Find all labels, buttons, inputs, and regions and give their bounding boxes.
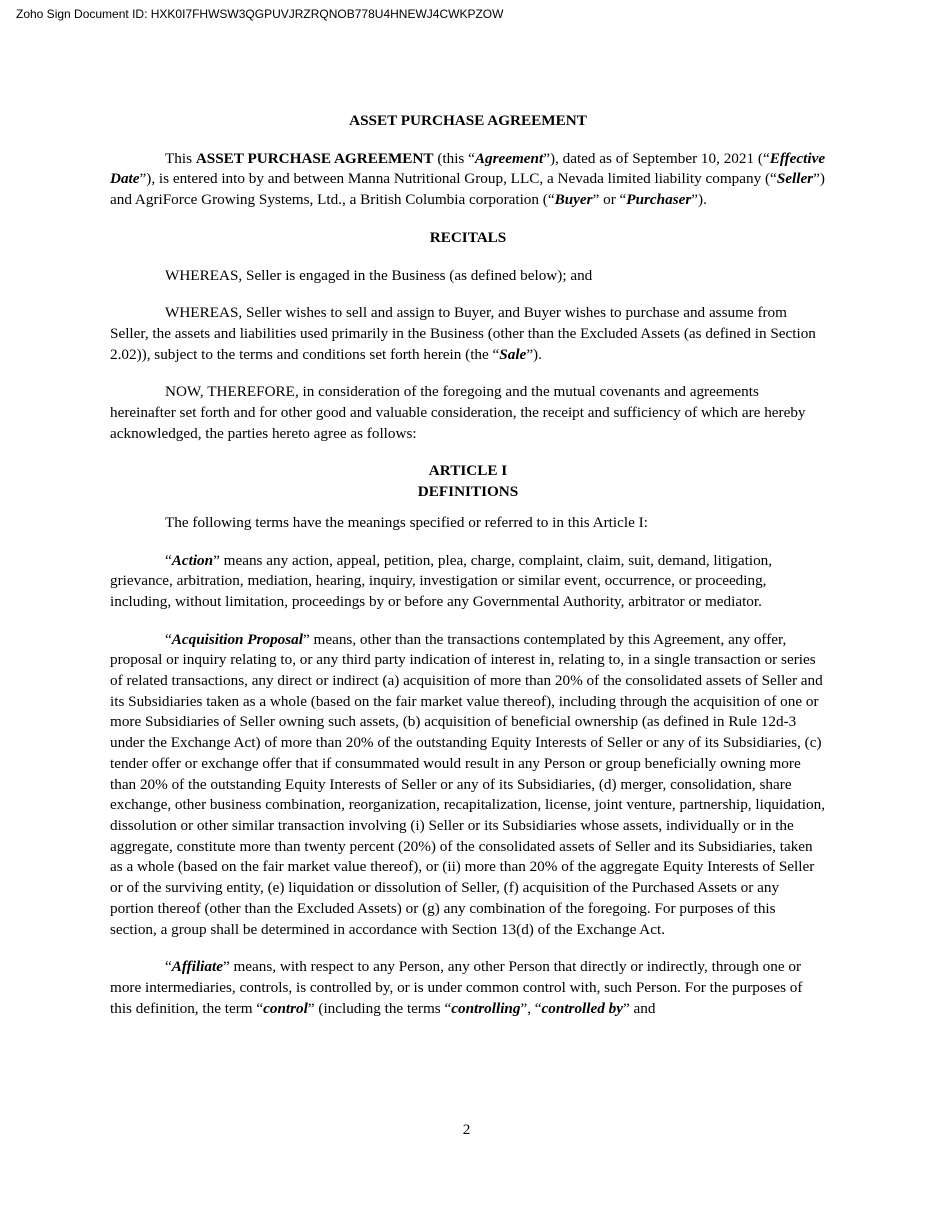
article-heading: ARTICLE I: [428, 462, 508, 480]
page-number: 2: [462, 1121, 471, 1138]
document-id-header: Zoho Sign Document ID: HXK0I7FHWSW3QGPUVJRZRQNOB778U4HNEWJ4CWKPZOW: [16, 7, 504, 21]
definition-affiliate: “Affiliate” means, with respect to any Person, any other Person that directly or indirectly, through one or more intermediaries, controls, is controlled by, or is under common control with, such Person. For the purposes of this definition, the term “control” (including the terms “controlling”, “controlled by” and: [110, 958, 803, 1017]
definition-acquisition-proposal: “Acquisition Proposal” means, other than the transactions contemplated by this Agreement, any offer, proposal or inquiry relating to, or any third party indication of interest in, relating to, in a single transaction or series of related transactions, any direct or indirect (a) acquisition of more than 20% of the consolidated assets of Seller and its Subsidiaries taken as a whole (based on the fair market value thereof), including through the acquisition of one or more Subsidiaries of Seller owning such assets, (b) acquisition of beneficial ownership (as defined in Rule 12d-3 under the Exchange Act) of more than 20% of the outstanding Equity Interests of Seller or any of its Subsidiaries, (c) tender offer or exchange offer that if consummated would result in any Person or group beneficially owning more than 20% of the outstanding Equity Interests of Seller or any of its Subsidiaries, (d) merger, consolidation, share exchange, other business combination, reorganization, recapitalization, license, joint venture, partnership, liquidation, dissolution or other similar transaction involving (i) Seller or its Subsidiaries whose assets, individually or in the aggregate, constitute more than twenty percent (20%) of the consolidated assets of Seller and its Subsidiaries, taken as a whole (based on the fair market value thereof), or (ii) more than 20% of the aggregate Equity Interests of Seller or of the surviving entity, (e) liquidation or dissolution of Seller, (f) acquisition of the Purchased Assets or any portion thereof (other than the Excluded Assets) or (g) any combination of the foregoing. For purposes of this section, a group shall be determined in accordance with Section 13(d) of the Exchange Act.: [110, 630, 825, 938]
definition-action: “Action” means any action, appeal, petition, plea, charge, complaint, claim, suit, demand, litigation, grievance, arbitration, mediation, hearing, inquiry, investigation or similar event, occurrence, or proceeding, including, without limitation, proceedings by or before any Governmental Authority, arbitrator or mediator.: [110, 551, 773, 610]
document-page: [110, 111, 826, 1019]
now-therefore-paragraph: NOW, THEREFORE, in consideration of the foregoing and the mutual covenants and agreements hereinafter set forth and for other good and valuable consideration, the receipt and sufficiency of which are hereby acknowledged, the parties hereto agree as follows:: [110, 383, 806, 442]
whereas-paragraph-1: WHEREAS, Seller is engaged in the Business (as defined below); and: [165, 266, 593, 284]
recitals-heading: RECITALS: [429, 228, 507, 246]
whereas-paragraph-2: WHEREAS, Seller wishes to sell and assign to Buyer, and Buyer wishes to purchase and assume from Seller, the assets and liabilities used primarily in the Business (other than the Excluded Assets (as defined in Section 2.02)), subject to the terms and conditions set forth herein (the “Sale”).: [110, 304, 816, 363]
intro-paragraph: This ASSET PURCHASE AGREEMENT (this “Agreement”), dated as of September 10, 2021 (“Effective Date”), is entered into by and between Manna Nutritional Group, LLC, a Nevada limited liability company (“Seller”) and AgriForce Growing Systems, Ltd., a British Columbia corporation (“Buyer” or “Purchaser”).: [110, 149, 826, 209]
document-title: ASSET PURCHASE AGREEMENT: [349, 112, 587, 129]
following-terms-paragraph: The following terms have the meanings specified or referred to in this Article I:: [165, 513, 648, 531]
article-subheading: DEFINITIONS: [417, 483, 519, 501]
